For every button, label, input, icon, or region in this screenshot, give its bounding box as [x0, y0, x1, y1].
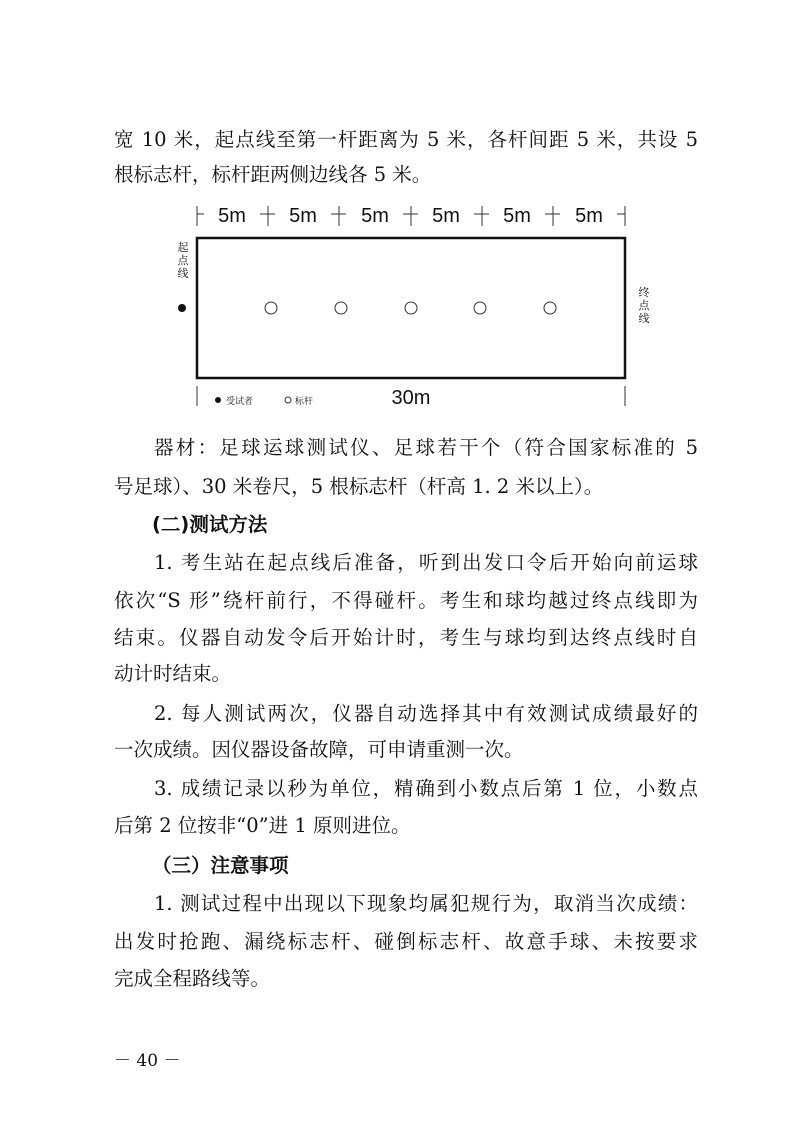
total-length-label: 30m — [391, 387, 431, 409]
start-line-label: 线 — [177, 267, 189, 280]
pole-marker — [405, 302, 417, 314]
paragraph-line: 1. 考生站在起点线后准备，听到出发口令后开始向前运球 — [154, 551, 698, 574]
segment-label: 5m — [503, 205, 531, 227]
segment-label: 5m — [432, 205, 460, 227]
section-heading-method: (二)测试方法 — [152, 513, 268, 536]
field-diagram — [170, 200, 650, 410]
paragraph-line: 号足球）、30 米卷尺，5 根标志杆（杆高 1. 2 米以上）。 — [114, 475, 604, 498]
segment-label: 5m — [289, 205, 317, 227]
legend-tester-label: 受试者 — [226, 397, 254, 407]
legend-pole-symbol — [285, 397, 291, 403]
pole-marker — [335, 302, 347, 314]
segment-label: 5m — [218, 205, 246, 227]
paragraph-line: 器材：足球运球测试仪、足球若干个（符合国家标准的 5 — [154, 436, 698, 459]
paragraph-line: 出发时抢跑、漏绕标志杆、碰倒标志杆、故意手球、未按要求 — [114, 930, 698, 953]
paragraph-line: 完成全程路线等。 — [114, 967, 271, 990]
start-line-label: 起 — [177, 241, 189, 254]
paragraph-line: 后第 2 位按非“0”进 1 原则进位。 — [114, 814, 411, 837]
legend-tester-symbol — [215, 397, 221, 403]
finish-line-label: 终 — [638, 286, 650, 299]
segment-label: 5m — [575, 205, 603, 227]
paragraph-line: 结束。仪器自动发令后开始计时，考生与球均到达终点线时自 — [114, 626, 698, 649]
finish-line-label: 线 — [638, 312, 650, 325]
legend-pole-label: 标杆 — [295, 397, 314, 407]
paragraph-line: 2. 每人测试两次，仪器自动选择其中有效测试成绩最好的 — [154, 702, 698, 725]
start-line-label: 点 — [177, 254, 189, 267]
page-number: － 40 － — [114, 1051, 181, 1071]
section-heading-notes: （三）注意事项 — [152, 854, 289, 877]
pole-marker — [474, 302, 486, 314]
paragraph-line: 根标志杆，标杆距两侧边线各 5 米。 — [114, 163, 432, 186]
paragraph-line: 依次“S 形”绕杆前行，不得碰杆。考生和球均越过终点线即为 — [114, 589, 698, 612]
pole-marker — [265, 302, 277, 314]
paragraph-line: 一次成绩。因仪器设备故障，可申请重测一次。 — [114, 738, 524, 761]
segment-label: 5m — [361, 205, 389, 227]
finish-line-label: 点 — [638, 299, 650, 312]
pole-marker — [544, 302, 556, 314]
paragraph-line: 动计时结束。 — [114, 662, 232, 685]
paragraph-line: 宽 10 米，起点线至第一杆距离为 5 米，各杆间距 5 米，共设 5 — [114, 128, 698, 151]
paragraph-line: 3. 成绩记录以秒为单位，精确到小数点后第 1 位，小数点 — [154, 777, 698, 800]
paragraph-line: 1. 测试过程中出现以下现象均属犯规行为，取消当次成绩： — [154, 892, 698, 915]
tester-marker — [178, 304, 186, 312]
